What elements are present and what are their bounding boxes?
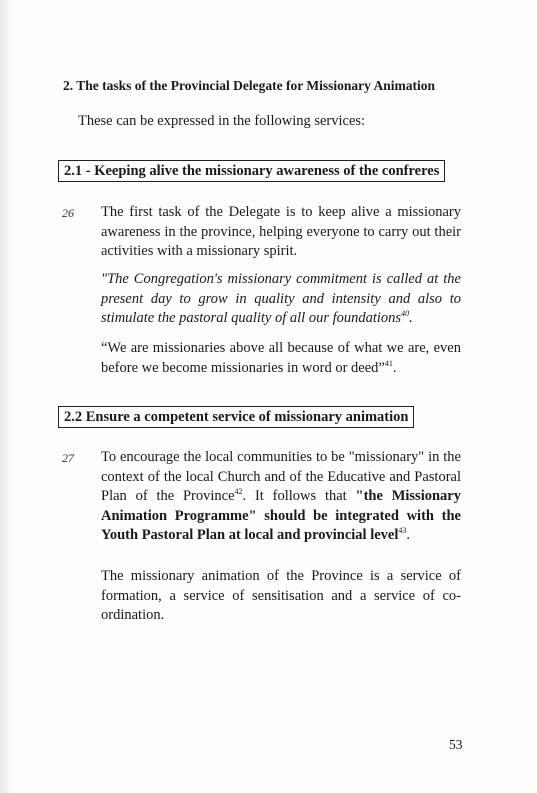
subsection-title-2-2: 2.2 Ensure a competent service of missionary animation [58, 406, 414, 428]
paragraph-27-part-a: To encourage the local communities to be "missionary" in the context of the local Church and of the Educative and Pastoral Plan of the Province [101, 449, 461, 504]
paragraph-27-continued: The missionary animation of the Province is a service of formation, a service of sensitisation and a service of co-ordination. [101, 568, 461, 623]
quote-congregation-text: "The Congregation's missionary commitment is called at the present day to grow in quality and intensity and also to stimulate the pastoral quality of all our foundations [101, 271, 461, 326]
quote-missionaries [101, 339, 461, 378]
footnote-ref-41: 41 [384, 358, 393, 368]
footnote-ref-42: 42 [234, 487, 243, 497]
quote-congregation [101, 270, 461, 329]
quote-congregation-end: . [409, 310, 413, 326]
paragraph-number-27: 27 [62, 451, 74, 465]
footnote-ref-43: 43 [398, 526, 407, 536]
paragraph-27-end: . [406, 527, 411, 543]
quote-missionaries-end: . [392, 359, 397, 376]
page-number: 53 [449, 737, 463, 752]
paragraph-26-text: The first task of the Delegate is to keep alive a missionary awareness in the province, helping everyone to carry out their activities with a missionary spirit. [101, 204, 461, 259]
quote-missionaries-text: “We are missionaries above all because of what we are, even before we become missionaries in word or deed” [101, 340, 461, 376]
footnote-ref-40: 40 [401, 309, 410, 319]
paragraph-number-26: 26 [62, 206, 74, 220]
intro-text: These can be expressed in the following services: [78, 113, 366, 129]
section-heading: 2. The tasks of the Provincial Delegate for Missionary Animation [63, 78, 435, 93]
page-edge-shadow [0, 0, 12, 793]
subsection-title-2-1: 2.1 - Keeping alive the missionary awareness of the confreres [58, 160, 445, 182]
paragraph-27-part-b: . It follows that [242, 488, 356, 504]
paragraph-27-text [101, 448, 461, 546]
paragraph-27-bold: "the Missionary Animation Programme" should be integrated with the Youth Pastoral Plan at local and provincial level [101, 488, 461, 543]
